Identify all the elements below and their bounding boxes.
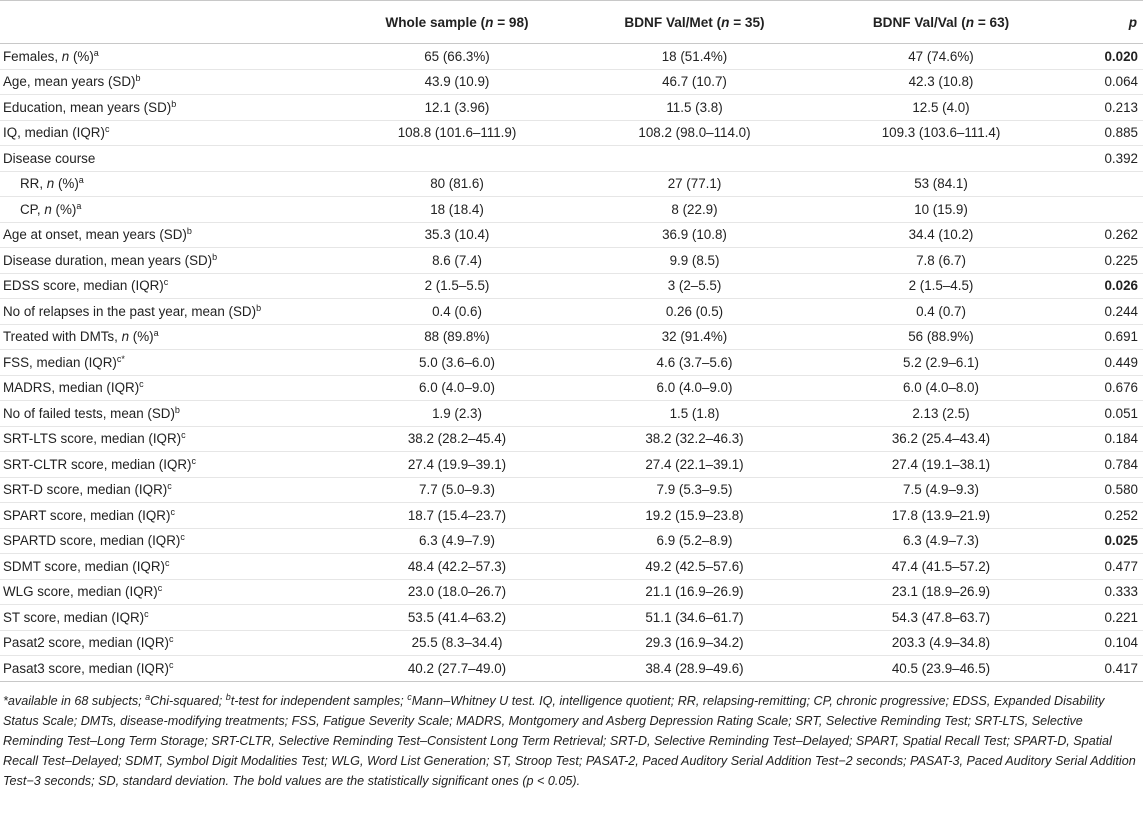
row-label-footnote-mark: c xyxy=(104,124,110,135)
whole-sample-value: 27.4 (19.9–39.1) xyxy=(342,452,572,478)
val-val-value: 56 (88.9%) xyxy=(817,324,1065,350)
val-met-value: 29.3 (16.9–34.2) xyxy=(572,630,817,656)
p-value: 0.225 xyxy=(1065,248,1143,274)
row-label xyxy=(0,554,342,580)
row-label-text: SDMT score, median (IQR) xyxy=(3,558,165,574)
p-value: 0.244 xyxy=(1065,299,1143,325)
row-label-footnote-mark: c xyxy=(157,583,163,594)
p-value: 0.262 xyxy=(1065,222,1143,248)
whole-sample-value: 2 (1.5–5.5) xyxy=(342,273,572,299)
row-label-footnote-mark: c* xyxy=(116,353,125,364)
row-label-text: EDSS score, median (IQR) xyxy=(3,278,164,294)
val-met-value: 51.1 (34.6–61.7) xyxy=(572,605,817,631)
row-label-suffix: (%) xyxy=(54,176,79,192)
val-val-value xyxy=(817,146,1065,172)
p-value: 0.025 xyxy=(1065,528,1143,554)
val-val-value: 5.2 (2.9–6.1) xyxy=(817,350,1065,376)
row-label xyxy=(0,171,342,197)
p-value: 0.252 xyxy=(1065,503,1143,529)
val-met-value: 19.2 (15.9–23.8) xyxy=(572,503,817,529)
whole-sample-value: 18 (18.4) xyxy=(342,197,572,223)
row-label-suffix: (%) xyxy=(51,201,77,217)
row-label-text: Education, mean years (SD) xyxy=(3,99,172,115)
row-label-text: Pasat3 score, median (IQR) xyxy=(3,660,169,676)
row-label-footnote-mark: a xyxy=(93,47,99,58)
whole-sample-value: 80 (81.6) xyxy=(342,171,572,197)
val-val-value: 27.4 (19.1–38.1) xyxy=(817,452,1065,478)
row-label xyxy=(0,528,342,554)
row-label xyxy=(0,375,342,401)
whole-sample-value: 40.2 (27.7–49.0) xyxy=(342,656,572,682)
p-value: 0.691 xyxy=(1065,324,1143,350)
row-label-footnote-mark: b xyxy=(186,226,192,237)
row-label-text: CP, xyxy=(20,201,45,217)
val-met-value: 8 (22.9) xyxy=(572,197,817,223)
table-row xyxy=(0,324,1143,350)
p-value: 0.417 xyxy=(1065,656,1143,682)
row-label xyxy=(0,656,342,682)
row-label xyxy=(0,324,342,350)
p-value: 0.184 xyxy=(1065,426,1143,452)
whole-sample-value xyxy=(342,146,572,172)
val-val-value: 54.3 (47.8–63.7) xyxy=(817,605,1065,631)
row-label-text: FSS, median (IQR) xyxy=(3,354,117,370)
whole-sample-value: 7.7 (5.0–9.3) xyxy=(342,477,572,503)
row-label-text: SRT-LTS score, median (IQR) xyxy=(3,431,182,447)
table-row xyxy=(0,452,1143,478)
whole-sample-value: 53.5 (41.4–63.2) xyxy=(342,605,572,631)
val-met-value: 1.5 (1.8) xyxy=(572,401,817,427)
val-met-value: 4.6 (3.7–5.6) xyxy=(572,350,817,376)
p-value: 0.064 xyxy=(1065,69,1143,95)
row-label xyxy=(0,197,342,223)
val-val-value: 34.4 (10.2) xyxy=(817,222,1065,248)
row-label-text: SPARTD score, median (IQR) xyxy=(3,533,181,549)
val-met-value: 6.9 (5.2–8.9) xyxy=(572,528,817,554)
row-label-footnote-mark: c xyxy=(168,659,174,670)
row-label xyxy=(0,401,342,427)
table-row xyxy=(0,477,1143,503)
whole-sample-value: 48.4 (42.2–57.3) xyxy=(342,554,572,580)
table-row xyxy=(0,554,1143,580)
table-row xyxy=(0,299,1143,325)
whole-sample-value: 12.1 (3.96) xyxy=(342,95,572,121)
row-label-footnote-mark: a xyxy=(153,328,159,339)
val-met-value: 18 (51.4%) xyxy=(572,44,817,70)
whole-sample-value: 35.3 (10.4) xyxy=(342,222,572,248)
p-value: 0.477 xyxy=(1065,554,1143,580)
row-label xyxy=(0,120,342,146)
row-label-suffix: (%) xyxy=(69,48,94,64)
header-whole-sample: Whole sample (n = 98) xyxy=(342,1,572,44)
row-label xyxy=(0,503,342,529)
val-val-value: 12.5 (4.0) xyxy=(817,95,1065,121)
row-label-text: No of relapses in the past year, mean (SD) xyxy=(3,303,257,319)
row-label-footnote-mark: c xyxy=(191,455,197,466)
table-row xyxy=(0,579,1143,605)
row-label-footnote-mark: c xyxy=(170,506,175,517)
row-label-footnote-mark: b xyxy=(256,302,262,313)
val-met-value: 36.9 (10.8) xyxy=(572,222,817,248)
row-label xyxy=(0,69,342,95)
table-row xyxy=(0,630,1143,656)
row-label xyxy=(0,222,342,248)
val-met-value: 11.5 (3.8) xyxy=(572,95,817,121)
row-label xyxy=(0,579,342,605)
table-row xyxy=(0,146,1143,172)
val-val-value: 2.13 (2.5) xyxy=(817,401,1065,427)
p-value: 0.051 xyxy=(1065,401,1143,427)
val-val-value: 2 (1.5–4.5) xyxy=(817,273,1065,299)
val-met-value: 49.2 (42.5–57.6) xyxy=(572,554,817,580)
row-label-italic: n xyxy=(61,48,70,64)
row-label-text: Age at onset, mean years (SD) xyxy=(3,227,187,243)
row-label xyxy=(0,605,342,631)
table-row xyxy=(0,426,1143,452)
val-met-value: 32 (91.4%) xyxy=(572,324,817,350)
whole-sample-value: 6.3 (4.9–7.9) xyxy=(342,528,572,554)
p-value: 0.221 xyxy=(1065,605,1143,631)
table-body xyxy=(0,44,1143,682)
row-label xyxy=(0,350,342,376)
val-val-value: 6.3 (4.9–7.3) xyxy=(817,528,1065,554)
row-label-footnote-mark: a xyxy=(78,175,84,186)
val-met-value xyxy=(572,146,817,172)
whole-sample-value: 38.2 (28.2–45.4) xyxy=(342,426,572,452)
row-label-footnote-mark: c xyxy=(144,608,149,619)
p-value: 0.333 xyxy=(1065,579,1143,605)
p-value: 0.784 xyxy=(1065,452,1143,478)
table-footnote: *available in 68 subjects; $^a$Chi-squared; $^b$t-test for independent samples; $^c$Mann–Whitney U test. IQ, intelligence quotient; RR, relapsing-remitting; CP, chronic progressive; EDSS, Expanded Disability Status Scale; DMTs, disease-modifying treatments; FSS, Fatigue Severity Scale; MADRS, Montgomery and Asberg Depression Rating Scale; SRT, Selective Reminding Test; SRT-LTS, Selective Reminding Test–Long Term Storage; SRT-CLTR, Selective Reminding Test–Consistent Long Term Retrieval; SRT-D, Selective Reminding Test–Delayed; SPART, Spatial Recall Test; SPART-D, Spatial Recall Test–Delayed; SDMT, Symbol Digit Modalities Test; WLG, Word List Generation; ST, Stroop Test; PASAT-2, Paced Auditory Serial Addition Test−2 seconds; PASAT-3, Paced Auditory Serial Addition Test−3 seconds; SD, standard deviation. The bold values are the statistically significant ones (p < 0.05). xyxy=(3,691,1136,788)
val-met-value: 27.4 (22.1–39.1) xyxy=(572,452,817,478)
table-row xyxy=(0,120,1143,146)
row-label-footnote-mark: c xyxy=(181,430,186,441)
whole-sample-value: 18.7 (15.4–23.7) xyxy=(342,503,572,529)
table-row xyxy=(0,197,1143,223)
table-row xyxy=(0,222,1143,248)
val-met-value: 9.9 (8.5) xyxy=(572,248,817,274)
row-label-footnote-mark: b xyxy=(174,404,180,415)
p-value: 0.213 xyxy=(1065,95,1143,121)
val-val-value: 17.8 (13.9–21.9) xyxy=(817,503,1065,529)
row-label-text: Treated with DMTs, xyxy=(3,329,122,345)
row-label-text: Females, xyxy=(3,48,62,64)
row-label-text: WLG score, median (IQR) xyxy=(3,584,158,600)
whole-sample-value: 23.0 (18.0–26.7) xyxy=(342,579,572,605)
header-variable xyxy=(0,1,342,44)
val-val-value: 7.8 (6.7) xyxy=(817,248,1065,274)
whole-sample-value: 88 (89.8%) xyxy=(342,324,572,350)
table-header xyxy=(0,1,1143,44)
table-row xyxy=(0,503,1143,529)
row-label-text: Pasat2 score, median (IQR) xyxy=(3,635,169,651)
table-row xyxy=(0,375,1143,401)
row-label-text: ST score, median (IQR) xyxy=(3,609,145,625)
table-row xyxy=(0,350,1143,376)
row-label-suffix: (%) xyxy=(129,329,154,345)
whole-sample-value: 0.4 (0.6) xyxy=(342,299,572,325)
row-label xyxy=(0,248,342,274)
whole-sample-value: 5.0 (3.6–6.0) xyxy=(342,350,572,376)
whole-sample-value: 1.9 (2.3) xyxy=(342,401,572,427)
val-val-value: 23.1 (18.9–26.9) xyxy=(817,579,1065,605)
table-row xyxy=(0,656,1143,682)
row-label-text: SRT-CLTR score, median (IQR) xyxy=(3,456,192,472)
val-met-value: 27 (77.1) xyxy=(572,171,817,197)
p-value xyxy=(1065,171,1143,197)
val-val-value: 10 (15.9) xyxy=(817,197,1065,223)
val-met-value: 46.7 (10.7) xyxy=(572,69,817,95)
val-val-value: 109.3 (103.6–111.4) xyxy=(817,120,1065,146)
row-label-footnote-mark: c xyxy=(163,277,169,288)
row-label xyxy=(0,146,342,172)
table-row xyxy=(0,273,1143,299)
val-val-value: 47 (74.6%) xyxy=(817,44,1065,70)
table-row xyxy=(0,69,1143,95)
row-label-footnote-mark: c xyxy=(167,481,172,492)
whole-sample-value: 8.6 (7.4) xyxy=(342,248,572,274)
row-label xyxy=(0,630,342,656)
row-label-italic: n xyxy=(121,329,130,345)
table-row xyxy=(0,605,1143,631)
table-row xyxy=(0,95,1143,121)
row-label-text: Disease duration, mean years (SD) xyxy=(3,252,213,268)
row-label xyxy=(0,452,342,478)
row-label-footnote-mark: b xyxy=(212,251,218,262)
val-met-value: 7.9 (5.3–9.5) xyxy=(572,477,817,503)
p-value: 0.020 xyxy=(1065,44,1143,70)
val-met-value: 21.1 (16.9–26.9) xyxy=(572,579,817,605)
row-label-text: Disease course xyxy=(3,150,96,166)
val-met-value: 108.2 (98.0–114.0) xyxy=(572,120,817,146)
row-label-italic: n xyxy=(44,201,52,217)
val-val-value: 0.4 (0.7) xyxy=(817,299,1065,325)
p-value: 0.676 xyxy=(1065,375,1143,401)
whole-sample-value: 108.8 (101.6–111.9) xyxy=(342,120,572,146)
row-label-footnote-mark: c xyxy=(139,379,144,390)
p-value: 0.449 xyxy=(1065,350,1143,376)
row-label xyxy=(0,44,342,70)
row-label-footnote-mark: c xyxy=(180,532,185,543)
table-row xyxy=(0,44,1143,70)
val-val-value: 40.5 (23.9–46.5) xyxy=(817,656,1065,682)
row-label-footnote-mark: a xyxy=(76,200,82,211)
val-val-value: 53 (84.1) xyxy=(817,171,1065,197)
row-label-footnote-mark: b xyxy=(135,73,141,84)
whole-sample-value: 25.5 (8.3–34.4) xyxy=(342,630,572,656)
p-value: 0.885 xyxy=(1065,120,1143,146)
whole-sample-value: 6.0 (4.0–9.0) xyxy=(342,375,572,401)
row-label xyxy=(0,273,342,299)
val-val-value: 36.2 (25.4–43.4) xyxy=(817,426,1065,452)
row-label-text: MADRS, median (IQR) xyxy=(3,380,140,396)
p-value: 0.580 xyxy=(1065,477,1143,503)
table-row xyxy=(0,528,1143,554)
row-label xyxy=(0,477,342,503)
val-val-value: 47.4 (41.5–57.2) xyxy=(817,554,1065,580)
row-label-text: No of failed tests, mean (SD) xyxy=(3,405,175,421)
val-met-value: 38.4 (28.9–49.6) xyxy=(572,656,817,682)
val-met-value: 0.26 (0.5) xyxy=(572,299,817,325)
row-label xyxy=(0,299,342,325)
table-row xyxy=(0,171,1143,197)
val-val-value: 203.3 (4.9–34.8) xyxy=(817,630,1065,656)
row-label-footnote-mark: c xyxy=(164,557,170,568)
val-val-value: 7.5 (4.9–9.3) xyxy=(817,477,1065,503)
row-label-text: SPART score, median (IQR) xyxy=(3,507,171,523)
whole-sample-value: 43.9 (10.9) xyxy=(342,69,572,95)
header-val-val: BDNF Val/Val (n = 63) xyxy=(817,1,1065,44)
row-label-text: SRT-D score, median (IQR) xyxy=(3,482,168,498)
header-val-met: BDNF Val/Met (n = 35) xyxy=(572,1,817,44)
val-met-value: 6.0 (4.0–9.0) xyxy=(572,375,817,401)
row-label-footnote-mark: c xyxy=(168,634,174,645)
header-row xyxy=(0,1,1143,44)
header-p-value: p xyxy=(1065,1,1143,44)
row-label xyxy=(0,95,342,121)
table-row xyxy=(0,401,1143,427)
val-met-value: 38.2 (32.2–46.3) xyxy=(572,426,817,452)
whole-sample-value: 65 (66.3%) xyxy=(342,44,572,70)
val-val-value: 42.3 (10.8) xyxy=(817,69,1065,95)
row-label-text: RR, xyxy=(20,176,47,192)
val-met-value: 3 (2–5.5) xyxy=(572,273,817,299)
val-val-value: 6.0 (4.0–8.0) xyxy=(817,375,1065,401)
p-value: 0.026 xyxy=(1065,273,1143,299)
p-value xyxy=(1065,197,1143,223)
row-label-text: Age, mean years (SD) xyxy=(3,74,136,90)
p-value: 0.104 xyxy=(1065,630,1143,656)
row-label xyxy=(0,426,342,452)
table-row xyxy=(0,248,1143,274)
row-label-footnote-mark: b xyxy=(171,98,177,109)
p-value: 0.392 xyxy=(1065,146,1143,172)
row-label-italic: n xyxy=(46,176,55,192)
row-label-text: IQ, median (IQR) xyxy=(3,125,105,141)
